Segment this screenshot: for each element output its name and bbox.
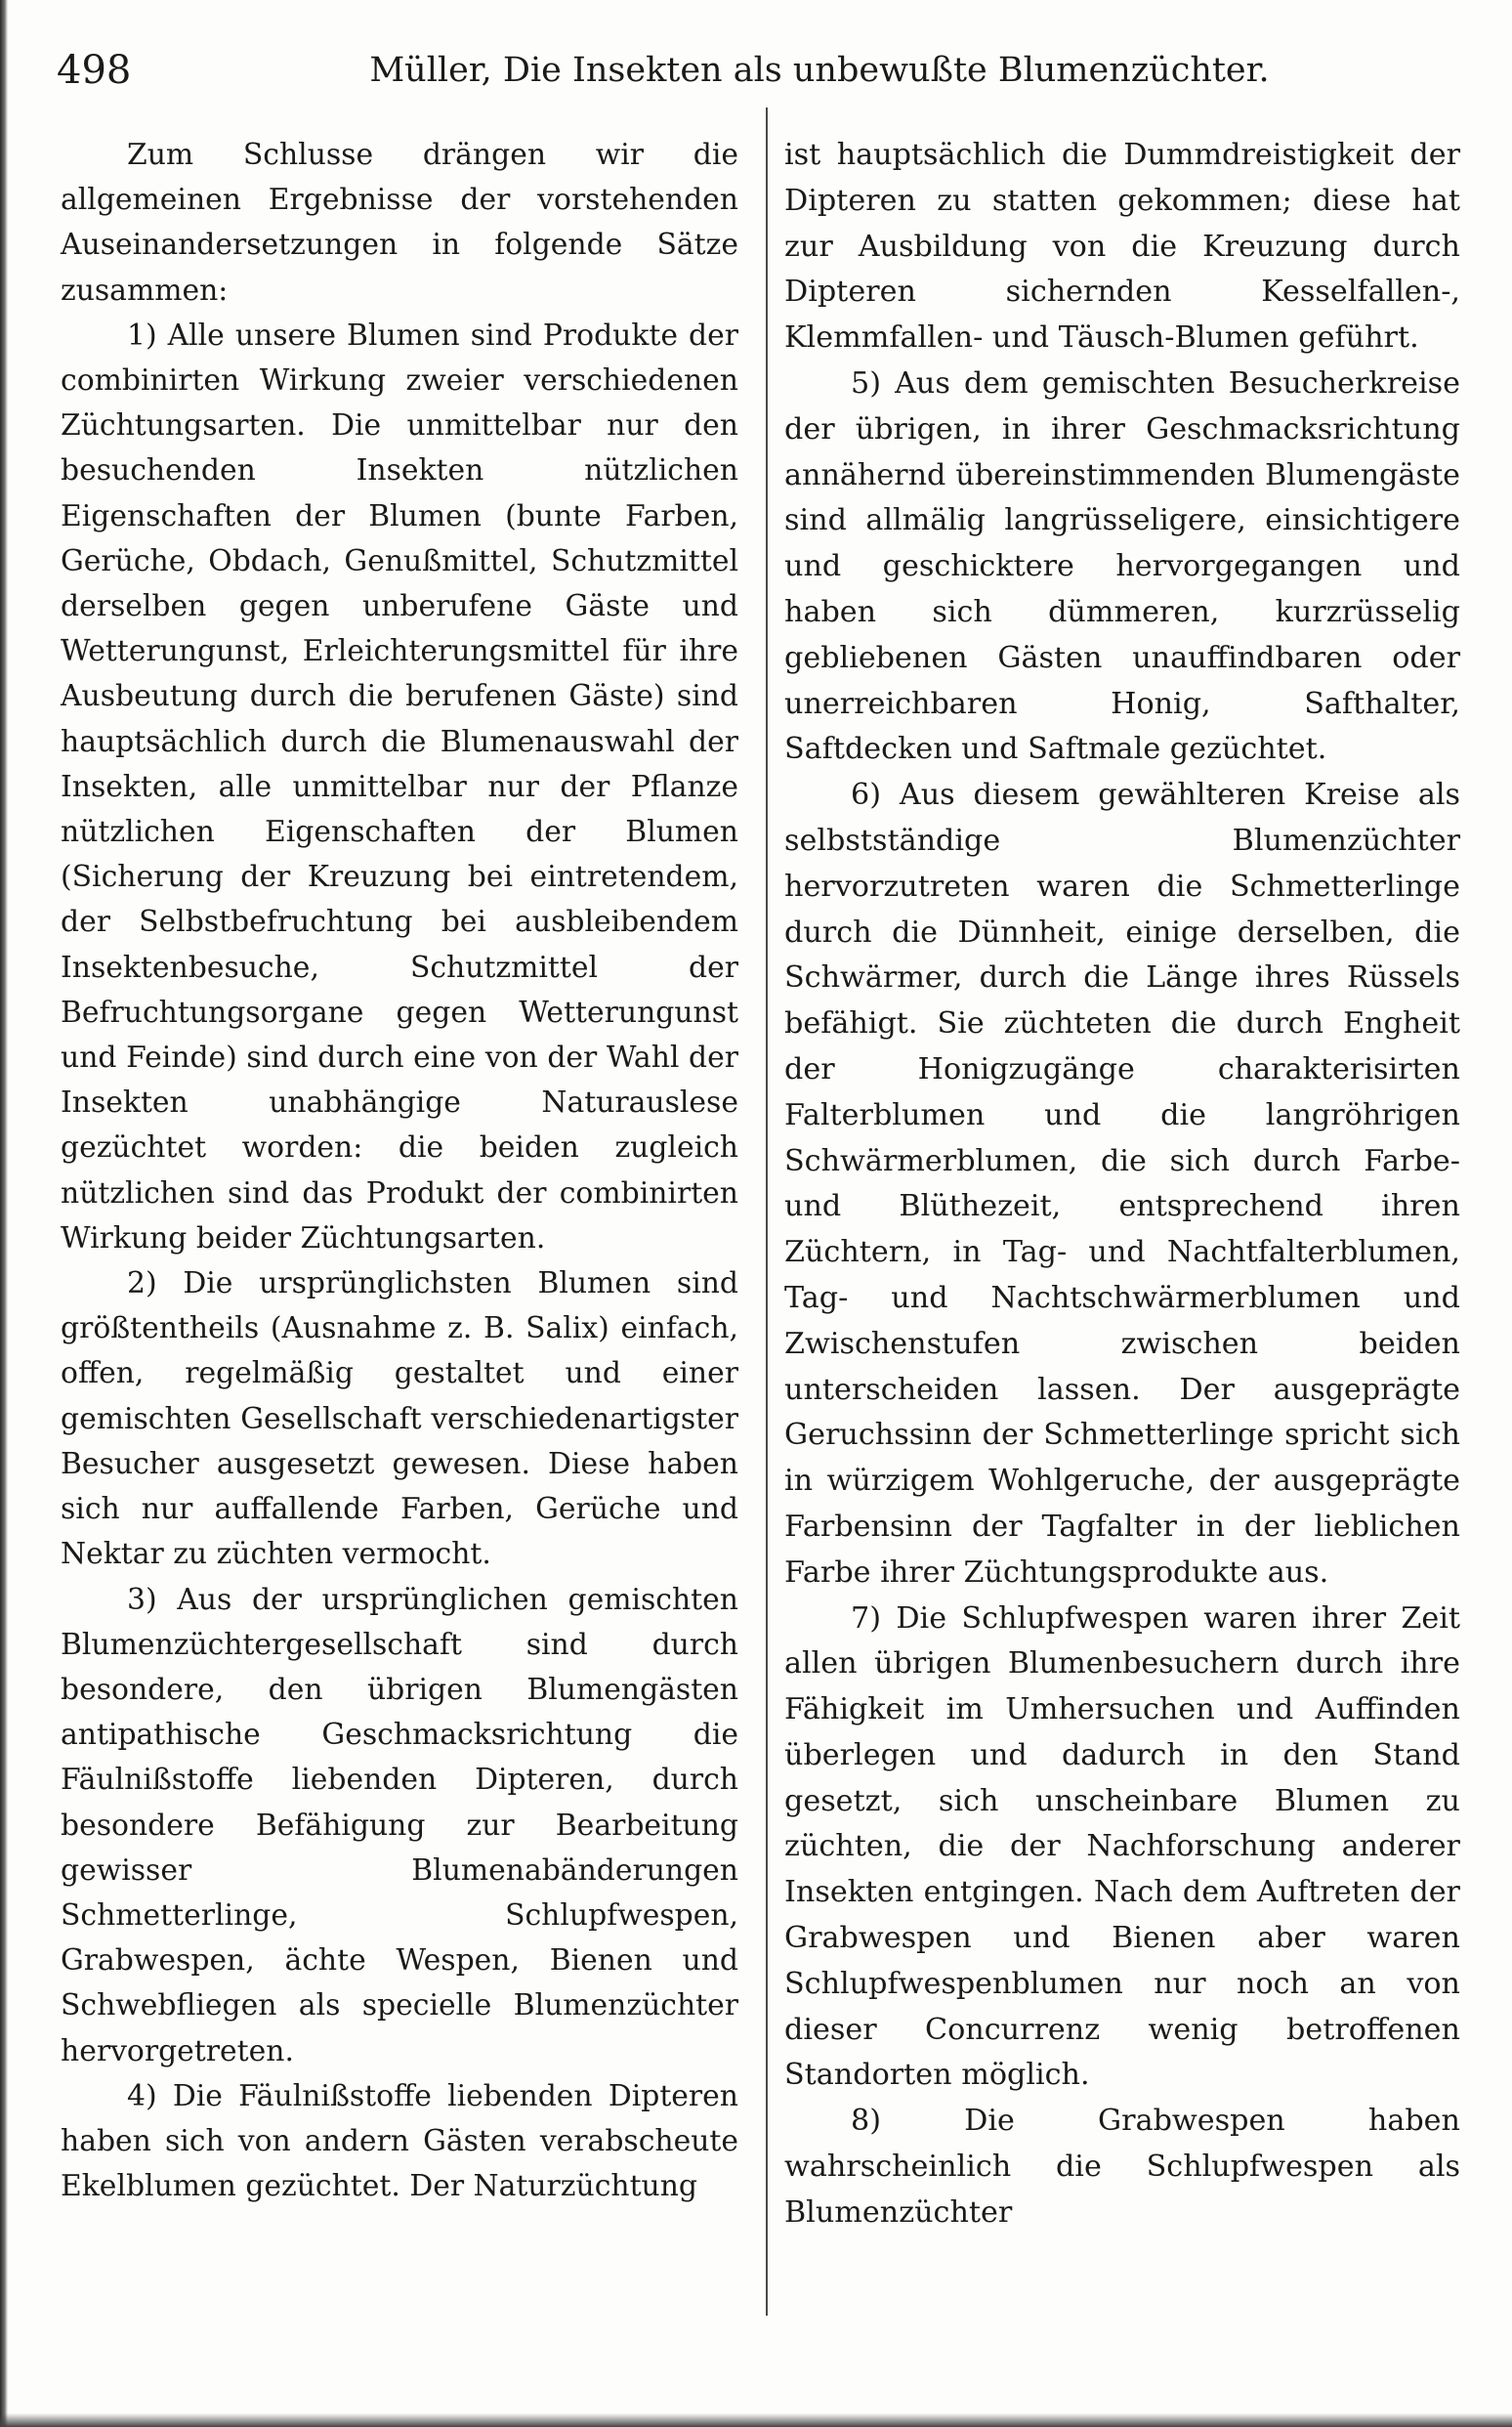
running-head: Müller, Die Insekten als unbewußte Blumenzüchter. [369, 51, 1270, 90]
left-column [61, 133, 738, 2209]
page-header [57, 41, 1455, 100]
column-divider [766, 107, 768, 2316]
paragraph-2: 2) Die ursprünglichsten Blumen sind größtentheils (Ausnahme z. B. Salix) einfach, offen, regelmäßig gestaltet und einer gemischten Gesellschaft verschiedenartigster Besucher ausgesetzt gewesen. Diese haben sich nur auffallende Farben, Gerüche und Nektar zu züchten vermocht. [61, 1266, 738, 1572]
paragraph-1: 1) Alle unsere Blumen sind Produkte der combinirten Wirkung zweier verschiedenen Züchtungsarten. Die unmittelbar nur den besuchenden Insekten nützlichen Eigenschaften der Blumen (bunte Farben, Gerüche, Obdach, Genußmittel, Schutzmittel derselben gegen unberufene Gäste und Wetterungunst, Erleichterungsmittel für ihre Ausbeutung durch die berufenen Gäste) sind hauptsächlich durch die Blumenauswahl der Insekten, alle unmittelbar nur der Pflanze nützlichen Eigenschaften der Blumen (Sicherung der Kreuzung bei eintretendem, der Selbstbefruchtung bei ausbleibendem Insektenbesuche, Schutzmittel der Befruchtungsorgane gegen Wetterungunst und Feinde) sind durch eine von der Wahl der Insekten unabhängige Naturauslese gezüchtet worden: die beiden zugleich nützlichen sind das Produkt der combinirten Wirkung beider Züchtungsarten. [61, 318, 738, 1256]
page-number: 498 [57, 48, 132, 93]
paragraph-5: 5) Aus dem gemischten Besucherkreise der übrigen, in ihrer Geschmacksrichtung annähernd übereinstimmenden Blumengäste sind allmälig langrüsseligere, einsichtigere und geschicktere hervorgegangen und haben sich dümmeren, kurzrüsselig gebliebenen Gästen unauffindbaren oder unerreichbaren Honig, Safthalter, Saftdecken und Saftmale gezüchtet. [784, 365, 1460, 767]
paragraph-8: 8) Die Grabwespen haben wahrscheinlich die Schlupfwespen als Blumenzüchter [784, 2104, 1460, 2230]
paragraph-4-continued: ist hauptsächlich die Dummdreistigkeit der Dipteren zu statten gekommen; diese hat zur Ausbildung von die Kreuzung durch Dipteren sichernden Kesselfallen-, Klemmfallen- und Täusch-Blumen geführt. [784, 138, 1460, 356]
paragraph-4: 4) Die Fäulnißstoffe liebenden Dipteren haben sich von andern Gästen verabscheute Ekelblumen gezüchtet. Der Naturzüchtung [61, 2078, 738, 2204]
page-bottom-edge [0, 2413, 1512, 2427]
page-shadow-edge [0, 0, 8, 2427]
paragraph-6: 6) Aus diesem gewählteren Kreise als selbstständige Blumenzüchter hervorzutreten waren die Schmetterlinge durch die Dünnheit, einige derselben, die Schwärmer, durch die Länge ihres Rüssels befähigt. Sie züchteten die durch Engheit der Honigzugänge charakterisirten Falterblumen und die langröhrigen Schwärmerblumen, die sich durch Farbe- und Blüthezeit, entsprechend ihren Züchtern, in Tag- und Nachtfalterblumen, Tag- und Nachtschwärmerblumen und Zwischenstufen zwischen beiden unterscheiden lassen. Der ausgeprägte Geruchssinn der Schmetterlinge spricht sich in würzigem Wohlgeruche, der ausgeprägte Farbensinn der Tagfalter in der lieblichen Farbe ihrer Züchtungsprodukte aus. [784, 778, 1460, 1590]
right-column [784, 133, 1460, 2236]
paragraph-7: 7) Die Schlupfwespen waren ihrer Zeit allen übrigen Blumenbesuchern durch ihre Fähigkeit im Umhersuchen und Auffinden überlegen und dadurch in den Stand gesetzt, sich unscheinbare Blumen zu züchten, die der Nachforschung anderer Insekten entgingen. Nach dem Auftreten der Grabwespen und Bienen aber waren Schlupfwespenblumen nur noch an von dieser Concurrenz wenig betroffenen Standorten möglich. [784, 1600, 1460, 2093]
paragraph-intro: Zum Schlusse drängen wir die allgemeinen Ergebnisse der vorstehenden Auseinandersetzungen in folgende Sätze zusammen: [61, 138, 738, 308]
paragraph-3: 3) Aus der ursprünglichen gemischten Blumenzüchtergesellschaft sind durch besondere, den übrigen Blumengästen antipathische Geschmacksrichtung die Fäulnißstoffe liebenden Dipteren, durch besondere Befähigung zur Bearbeitung gewisser Blumenabänderungen Schmetterlinge, Schlupfwespen, Grabwespen, ächte Wespen, Bienen und Schwebfliegen als specielle Blumenzüchter hervorgetreten. [61, 1582, 738, 2068]
